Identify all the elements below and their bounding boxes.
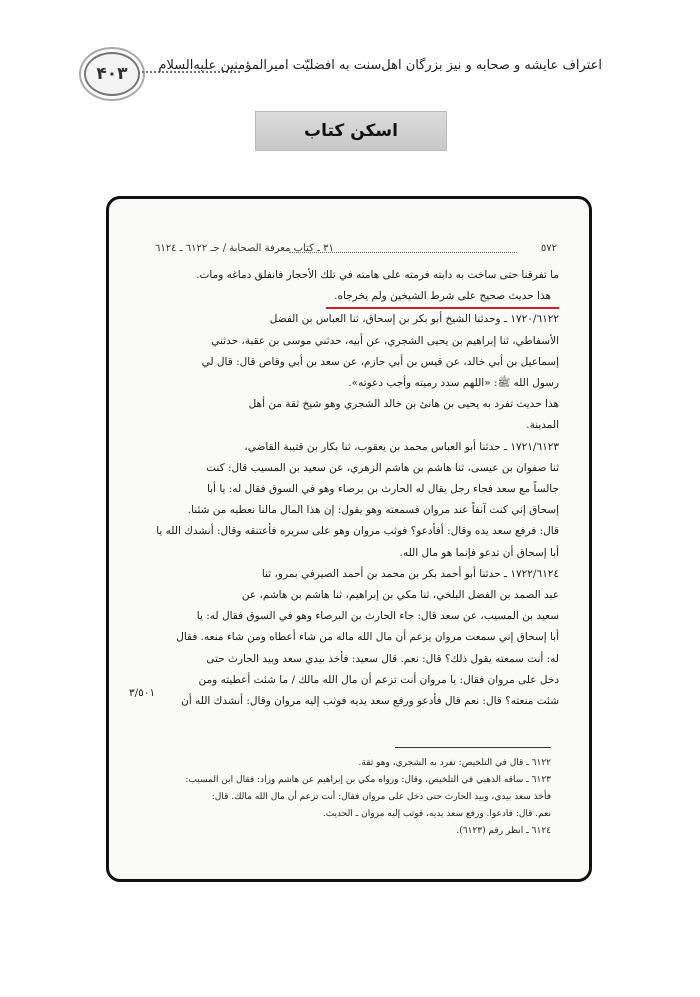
- scan-section-title: ٣١ ـ كتاب معرفة الصحابة / حـ ٦١٢٢ ـ ٦١٢٤: [155, 243, 334, 254]
- scan-running-header: [109, 243, 589, 259]
- footnote-line: ٦١٢٣ ـ ساقه الذهبي في التلخيص، وقال: ورواه مكي بن إبراهيم عن هاشم وزاد: فقال ابن المسيب:: [185, 775, 551, 785]
- scan-text-line: عبد الصمد بن الفضل البلخي، ثنا مكي بن إبراهيم، ثنا هاشم بن هاشم، عن: [241, 589, 559, 602]
- scan-text-line: المدينة.: [526, 419, 559, 432]
- scan-text-line: جالساً مع سعد فجاء رجل يقال له الحارث بن برصاء وهو في السوق فقال له: يا أبا: [206, 483, 559, 496]
- book-scan-image: [106, 196, 592, 882]
- scan-text-line: ١٧٢١/٦١٢٣ ـ حدثنا أبو العباس محمد بن يعقوب، ثنا بكار بن قتيبة القاضي،: [244, 440, 559, 453]
- scan-text-line: أبا إسحاق إني سمعت مروان يزعم أن مال الله ماله من شاء أعطاه ومن شاء منعه. فقال: [176, 631, 559, 644]
- scan-text-line: هذا حديث تفرد به يحيى بن هانئ بن خالد الشجري وهو شيخ ثقة من أهل: [248, 398, 559, 411]
- scan-body-text: [139, 265, 559, 712]
- scan-text-line: له: أنت سمعته يقول ذلك؟ قال: نعم. قال سعيد: فأخذ بيدي سعد وبيد الحارث حتى: [206, 652, 559, 665]
- footnote-rule: [395, 747, 551, 748]
- page-number-badge: [84, 52, 140, 96]
- footnote-line: فأخذ سعد بيدي، وبيد الحارث حتى دخل على مروان فقال: أنت تزعم أن مال الله مالك. قال:: [211, 792, 551, 802]
- scan-text-line: قال: فرفع سعد يده وقال: أفأدعو؟ فوثب مروان وهو على سريره فأعتنقه وقال: أنشدك الله يا: [156, 525, 559, 538]
- footnote-line: نعم. قال: فادعوا. ورفع سعد يديه، فوثب إليه مروان ـ الحديث.: [322, 809, 551, 819]
- scan-text-line: دخل على مروان فقال: يا مروان أنت تزعم أن مال الله مالك / ما شئت أعطيته ومن: [198, 673, 559, 686]
- page-title: اعتراف عایشه و صحابه و نیز بزرگان اهل‌سنت به افضلیّت امیرالمؤمنین علیه‌السلام: [158, 58, 602, 73]
- scan-page-number: ٥٧٢: [540, 243, 557, 254]
- footnote-line: ٦١٢٢ ـ قال في التلخيص: تفرد به الشجري، وهو ثقة.: [358, 758, 551, 768]
- banner-label: اسکن کتاب: [304, 121, 398, 141]
- scan-label-banner: [255, 111, 447, 151]
- scan-text-line: ١٧٢٠/٦١٢٢ ـ وحدثنا الشيخ أبو بكر بن إسحاق، ثنا العباس بن الفضل: [269, 313, 559, 326]
- scan-text-line: إسماعيل بن أبي خالد، عن قيس بن أبي حازم، عن سعد بن أبي وقاص قال: قال لي: [201, 355, 559, 368]
- highlighted-line: [139, 286, 559, 309]
- scan-text-line: سعيد بن المسيب، عن سعد قال: جاء الحارث بن البرصاء وهو في السوق فقال له: يا: [196, 610, 559, 623]
- scan-text-line: إسحاق إني كنت آنفاً عند مروان فسمعته وهو يقول: إن هذا المال مالنا نعطيه من شئنا.: [187, 504, 559, 517]
- scan-text-line: ثنا صفوان بن عيسى، ثنا هاشم بن هاشم الزهري، عن سعيد بن المسيب قال: كنت: [206, 461, 559, 474]
- scan-text-line: رسول الله ﷺ: «اللهم سدد رميته وأجب دعوته».: [348, 377, 559, 390]
- page-header: [0, 0, 700, 110]
- page-number: ۴۰۳: [96, 64, 128, 84]
- scan-text-line: أبا إسحاق أن تدعو فإنما هو مال الله.: [399, 546, 559, 559]
- scan-text-line: ١٧٢٢/٦١٢٤ ـ حدثنا أبو أحمد بكر بن محمد بن أحمد الصيرفي بمرو، ثنا: [261, 567, 559, 580]
- footnote-line: ٦١٢٤ ـ انظر رقم (٦١٢٣).: [456, 826, 551, 836]
- highlight-underline: هذا حديث صحيح على شرط الشيخين ولم يخرجاه.: [326, 286, 559, 309]
- scan-margin-note: ٣/٥٠١: [129, 687, 156, 699]
- scan-text-line: شئت منعته؟ قال: نعم قال فأدعو ورفع سعد يديه فوثب إليه مروان وقال: أنشدك الله أن: [181, 695, 559, 708]
- scan-text-line: الأسفاطي، ثنا إبراهيم بن يحيى الشجري، عن أبيه، حدثني موسى بن عقبة، حدثني: [211, 334, 559, 347]
- scan-footnotes: [169, 755, 551, 840]
- scan-text-line: ما تفرقنا حتى ساخت به دابته فرمته على هامته في تلك الأحجار فانفلق دماغه ومات.: [196, 269, 559, 281]
